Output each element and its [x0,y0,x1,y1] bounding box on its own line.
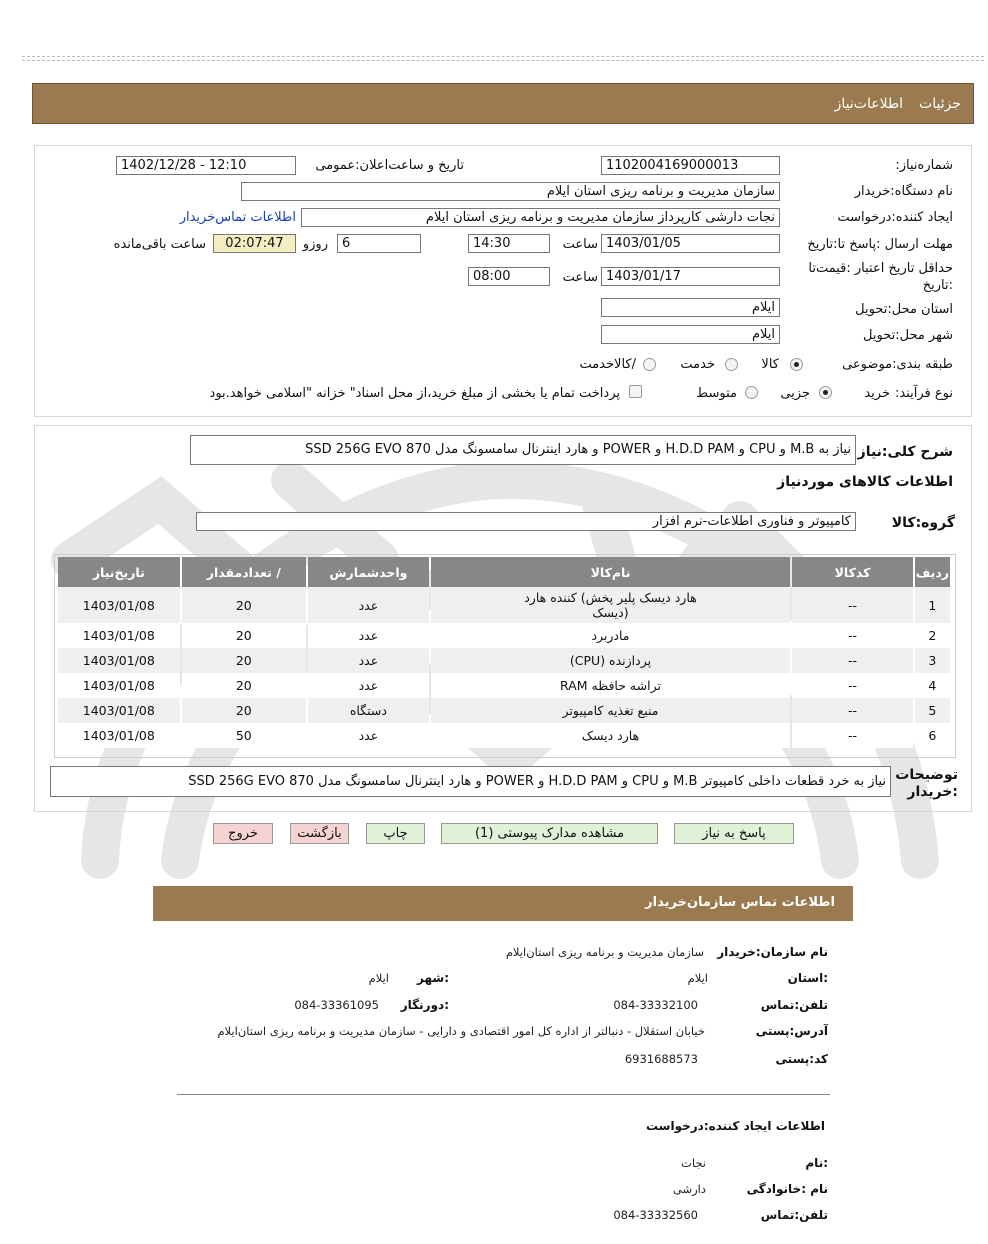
col-item-code: کدکالا [792,557,913,587]
creator-phone-label: تلفن:تماس [760,1208,828,1222]
days-label: روزو [302,237,328,252]
category-goods-service-label: /کالاخدمت [579,357,636,372]
days-field: 6 [337,234,421,253]
goods-table [56,557,952,748]
contact-province-label: :استان [787,971,828,985]
table-row [58,673,950,698]
process-medium-label: متوسط [696,386,737,401]
exit-button[interactable]: خروج [213,823,273,844]
buyer-desc-field: نیاز به خرد قطعات داخلی کامپیوتر M.B و CPU و H.D.D PAM و POWER و هارد اینترنال سامسونگ مدل SSD 256G EVO 870 [50,766,891,797]
col-row-number: ردیف [915,557,950,587]
creator-last-name-label: نام :خانوادگی [746,1182,828,1196]
cell-need-date: 1403/01/08 [58,648,180,673]
creator-info-title: اطلاعات ایجاد کننده:درخواست [645,1119,825,1133]
cell-row-number: 1 [915,587,950,623]
category-goods-label: کالا [761,357,779,372]
contact-fax-value: 084-33361095 [294,998,379,1012]
cell-unit: عدد [308,587,429,623]
cell-item-name: مادربرد [431,623,790,648]
col-unit: واحدشمارش [308,557,429,587]
contact-city-value: ایلام [368,971,389,985]
cell-need-date: 1403/01/08 [58,623,180,648]
city-label: شهر محل:تحویل [863,328,953,343]
need-number-label: شماره‌نیاز: [895,158,953,173]
cell-item-code: -- [792,623,913,648]
cell-item-code: -- [792,648,913,673]
table-row [58,723,950,748]
cell-row-number: 3 [915,648,950,673]
cell-row-number: 6 [915,723,950,748]
contact-address-value: خیابان استقلال - دنبالتر از اداره کل امور اقتصادی و دارایی - سازمان مدیریت و برنامه ریزی استان‌ایلام [217,1024,705,1038]
cell-item-code: -- [792,673,913,698]
creator-first-name-label: :نام [805,1156,828,1170]
cell-unit: عدد [308,673,429,698]
treasury-note: پرداخت تمام یا بخشی از مبلغ خرید،از محل اسناد" خزانه "اسلامی خواهد.بود [209,386,620,401]
creator-field: نجات دارشی کارپرداز سازمان مدیریت و برنامه ریزی استان ایلام [301,208,780,227]
process-partial-radio[interactable] [819,386,832,399]
category-goods-service-radio[interactable] [643,358,656,371]
contact-fax-label: :دورنگار [400,998,449,1012]
validity-date-field: 1403/01/17 [601,267,780,286]
buyer-desc-label-2: :خریدار [907,784,958,800]
back-button[interactable]: بازگشت [290,823,349,844]
category-goods-radio[interactable] [790,358,803,371]
category-service-label: خدمت [680,357,715,372]
validity-time-label: ساعت [562,270,598,285]
cell-item-code: -- [792,723,913,748]
contact-org-value: سازمان مدیریت و برنامه ریزی استان‌ایلام [505,945,704,959]
cell-unit: عدد [308,648,429,673]
cell-need-date: 1403/01/08 [58,673,180,698]
cell-item-code: -- [792,698,913,723]
buyer-contact-link[interactable]: اطلاعات تماس‌خریدار [179,210,296,225]
remaining-timer: 02:07:47 [213,234,296,253]
col-quantity: / تعدادمقدار [182,557,306,587]
table-row [58,698,950,723]
need-number-field: 1102004169000013 [601,156,780,175]
cell-quantity: 20 [182,648,306,673]
cell-item-name: منبع تغذیه کامپیوتر [431,698,790,723]
creator-label: ایجاد کننده:درخواست [837,210,953,225]
goods-info-title: اطلاعات کالاهای موردنیاز [777,474,953,490]
process-medium-radio[interactable] [745,386,758,399]
contact-city-label: :شهر [417,971,449,985]
cell-row-number: 5 [915,698,950,723]
validity-time-field: 08:00 [468,267,550,286]
buyer-org-label: نام دستگاه:خریدار [854,184,953,199]
process-type-label: نوع فرآیند: [895,386,953,401]
cell-need-date: 1403/01/08 [58,587,180,623]
reply-button[interactable]: پاسخ به نیاز [674,823,794,844]
breadcrumb-need-info[interactable]: اطلاعات‌نیاز [834,96,903,112]
validity-label-2: :تاریخ [922,278,953,293]
city-field: ایلام [601,325,780,344]
province-field: ایلام [601,298,780,317]
page-header [32,83,974,124]
cell-quantity: 20 [182,623,306,648]
col-item-name: نام‌کالا [431,557,790,587]
cell-item-name: هارد دیسک [431,723,790,748]
section-divider [177,1094,830,1095]
contact-org-label: نام سازمان:خریدار [717,945,828,959]
contact-phone-label: تلفن:تماس [760,998,828,1012]
cell-quantity: 20 [182,673,306,698]
contact-address-label: آدرس:پستی [755,1024,828,1038]
deadline-time-label: ساعت [562,237,598,252]
category-label: طبقه بندی:موضوعی [842,357,953,372]
announce-label: تاریخ و ساعت‌اعلان:عمومی [315,158,464,173]
need-summary-label: شرح کلی:نیاز [857,444,953,460]
process-partial-label: جزیی [780,386,810,401]
remaining-label: ساعت باقی‌مانده [113,237,206,252]
contact-postal-value: 6931688573 [624,1052,698,1066]
cell-item-code: -- [792,587,913,623]
cell-quantity: 20 [182,698,306,723]
contact-postal-label: کد:پستی [775,1052,828,1066]
cell-row-number: 4 [915,673,950,698]
need-summary-field: نیاز به M.B و CPU و H.D.D PAM و POWER و هارد اینترنال سامسونگ مدل SSD 256G EVO 870 [190,435,856,465]
table-row [58,587,950,623]
treasury-checkbox[interactable] [629,385,642,398]
cell-unit: عدد [308,623,429,648]
buyer-desc-label: توضیحات [895,767,958,783]
cell-need-date: 1403/01/08 [58,698,180,723]
cell-unit: دستگاه [308,698,429,723]
announce-datetime-field: 1402/12/28 - 12:10 [116,156,296,175]
print-button[interactable]: چاپ [366,823,425,844]
cell-need-date: 1403/01/08 [58,723,180,748]
breadcrumb-details[interactable]: جزئیات [919,96,961,112]
cell-item-name: پردازنده (CPU) [431,648,790,673]
contact-phone-value: 084-33332100 [613,998,698,1012]
creator-phone-value: 084-33332560 [613,1208,698,1222]
deadline-label: مهلت ارسال :پاسخ تا:تاریخ [807,237,953,252]
deadline-date-field: 1403/01/05 [601,234,780,253]
top-divider [22,56,984,57]
cell-quantity: 50 [182,723,306,748]
cell-row-number: 2 [915,623,950,648]
creator-last-name-value: دارشی [672,1182,706,1196]
cell-item-name-text: هارد دیسک پلیر پخش) کننده هارد (دیسک [524,590,697,620]
buyer-org-field: سازمان مدیریت و برنامه ریزی استان ایلام [241,182,780,201]
goods-group-label: گروه:کالا [891,515,955,531]
validity-label: حداقل تاریخ اعتبار :قیمت‌تا [808,261,953,276]
cell-quantity: 20 [182,587,306,623]
table-row [58,648,950,673]
province-label: استان محل:تحویل [855,302,953,317]
contact-section-title: اطلاعات تماس سازمان‌خریدار [645,895,835,910]
goods-group-field: کامپیوتر و فناوری اطلاعات-نرم افزار [196,512,856,531]
cell-unit: عدد [308,723,429,748]
top-divider [22,60,984,61]
cell-item-name [431,587,790,623]
attachments-button[interactable]: مشاهده مدارک پیوستی (1) [441,823,658,844]
deadline-time-field: 14:30 [468,234,550,253]
contact-section-header [153,886,853,921]
cell-item-name: تراشه حافظه RAM [431,673,790,698]
category-service-radio[interactable] [725,358,738,371]
creator-first-name-value: نجات [681,1156,706,1170]
contact-province-value: ایلام [687,971,708,985]
process-buy-label: خرید [864,386,890,401]
table-row [58,623,950,648]
col-need-date: تاریخ‌نیاز [58,557,180,587]
